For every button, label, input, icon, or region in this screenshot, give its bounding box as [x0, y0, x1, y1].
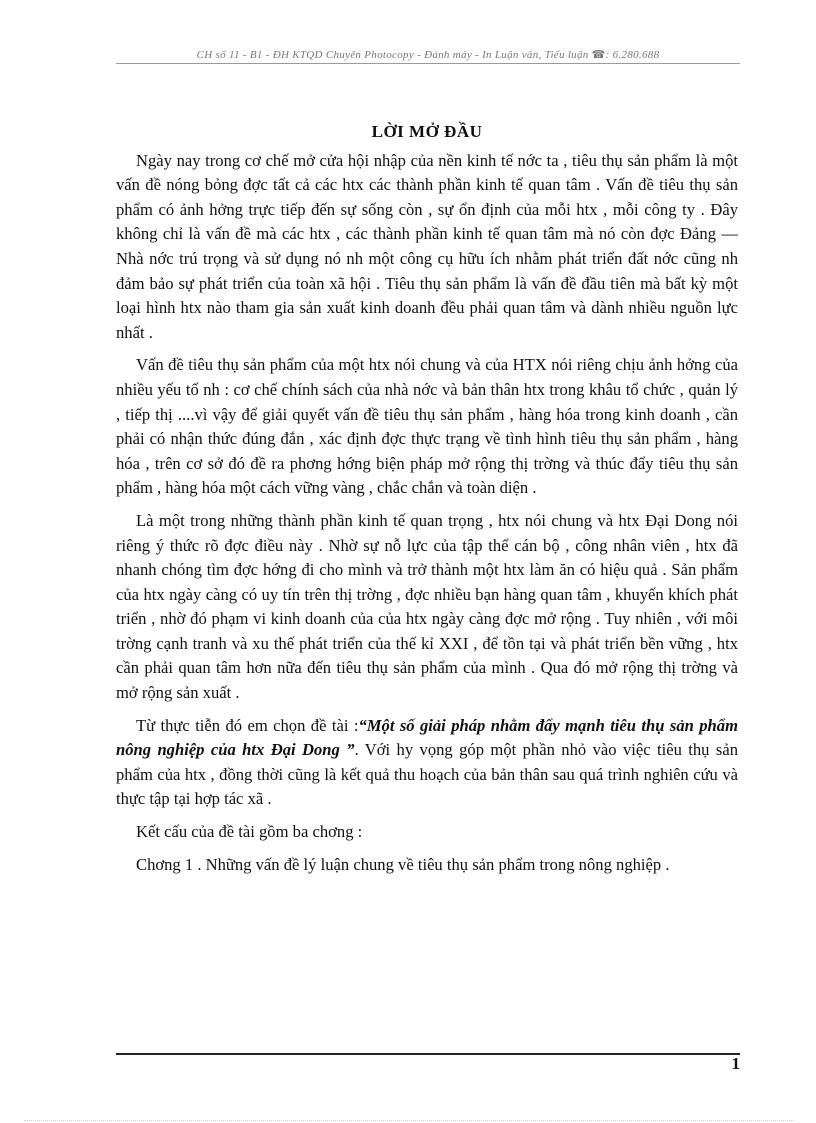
- document-body: [116, 120, 738, 879]
- phone-icon: ☎: [591, 49, 606, 61]
- paragraph-chapter-1: Chơng 1 . Những vấn đề lý luận chung về tiêu thụ sản phẩm trong nông nghiệp .: [136, 854, 670, 874]
- page-number: 1: [731, 1054, 740, 1073]
- topic-title: “Một số giải pháp nhằm đẩy mạnh tiêu thụ sản phẩm nông nghiệp của htx Đại Dong ”: [116, 715, 738, 760]
- paragraph-structure: Kết cấu của đề tài gồm ba chơng :: [136, 822, 363, 842]
- page-header: [116, 48, 740, 64]
- topic-suffix: . Với hy vọng góp một phần nhỏ vào việc tiêu thụ sản phẩm của htx , đồng thời cũng là kết quả thu hoạch của bản thân sau quá trình nghiên cứu và thực tập tại hợp tác xã .: [116, 740, 738, 809]
- paragraph-topic: [116, 714, 738, 812]
- header-phone: : 6.280.688: [605, 49, 660, 61]
- paragraph-factors: Vấn đề tiêu thụ sản phẩm của một htx nói chung và của HTX nói riêng chịu ảnh hởng của nhiều yếu tố nh : cơ chế chính sách của nhà nớc và bản thân htx trong khâu tổ chức , quản lý , tiếp thị ....vì vậy để giải quyết vấn đề tiêu thụ sản phẩm , hàng hóa trong kinh doanh , cần phải có nhận thức đúng đắn , xác định đợc thực trạng về tình hình tiêu thụ sản phẩm , hàng hóa , trên cơ sở đó đề ra phơng hớng biện pháp mở rộng thị trờng và thúc đẩy tiêu thụ sản phẩm , hàng hóa một cách vững vàng , chắc chắn và toàn diện .: [116, 355, 738, 498]
- page-title: LỜI MỞ ĐẦU: [371, 122, 483, 141]
- topic-prefix: Từ thực tiễn đó em chọn đề tài :: [136, 715, 359, 735]
- header-text: CH số 11 - B1 - ĐH KTQD Chuyên Photocopy - Đánh máy - In Luận văn, Tiểu luận: [196, 49, 589, 61]
- paragraph-cooperative: Là một trong những thành phần kinh tế quan trọng , htx nói chung và htx Đại Dong nói riêng ý thức rõ đợc điều này . Nhờ sự nỗ lực của tập thể cán bộ , công nhân viên , htx đã nhanh chóng tìm đợc hớng đi cho mình và trở thành một htx làm ăn có hiệu quả . Sản phẩm của htx ngày càng có uy tín trên thị trờng , đợc nhiều bạn hàng quan tâm , khuyến khích phát triển , nhờ đó phạm vi kinh doanh của của htx ngày càng đợc mở rộng . Tuy nhiên , với môi trờng cạnh tranh và xu thế phát triển của thế kỉ XXI , để tồn tại và phát triển bền vững , htx cần phải quan tâm hơn nữa đến tiêu thụ sản phẩm của mình . Qua đó mở rộng thị trờng và mở rộng sản xuất .: [116, 510, 738, 703]
- page-edge-dotted-line: [24, 1120, 794, 1121]
- paragraph-intro: Ngày nay trong cơ chế mở cửa hội nhập của nền kinh tế nớc ta , tiêu thụ sản phẩm là một vấn đề nóng bỏng đợc tất cả các htx các thành phần kinh tế quan tâm . Vấn đề tiêu thụ sản phẩm có ảnh hởng trực tiếp đến sự sống còn , sự ổn định của mỗi htx , mỗi công ty . Đây không chỉ là vấn đề mà các htx , các thành phần kinh tế quan tâm mà nó còn đợc Đảng — Nhà nớc trú trọng và sử dụng nó nh một công cụ hữu ích nhằm phát triển đất nớc cũng nh đảm bảo sự phát triển của toàn xã hội . Tiêu thụ sản phẩm là vấn đề đầu tiên mà bất kỳ một loại hình htx nào tham gia sản xuất kinh doanh đều phải quan tâm và dành nhiều nguồn lực nhất .: [116, 150, 738, 342]
- footer-divider: [116, 1053, 740, 1055]
